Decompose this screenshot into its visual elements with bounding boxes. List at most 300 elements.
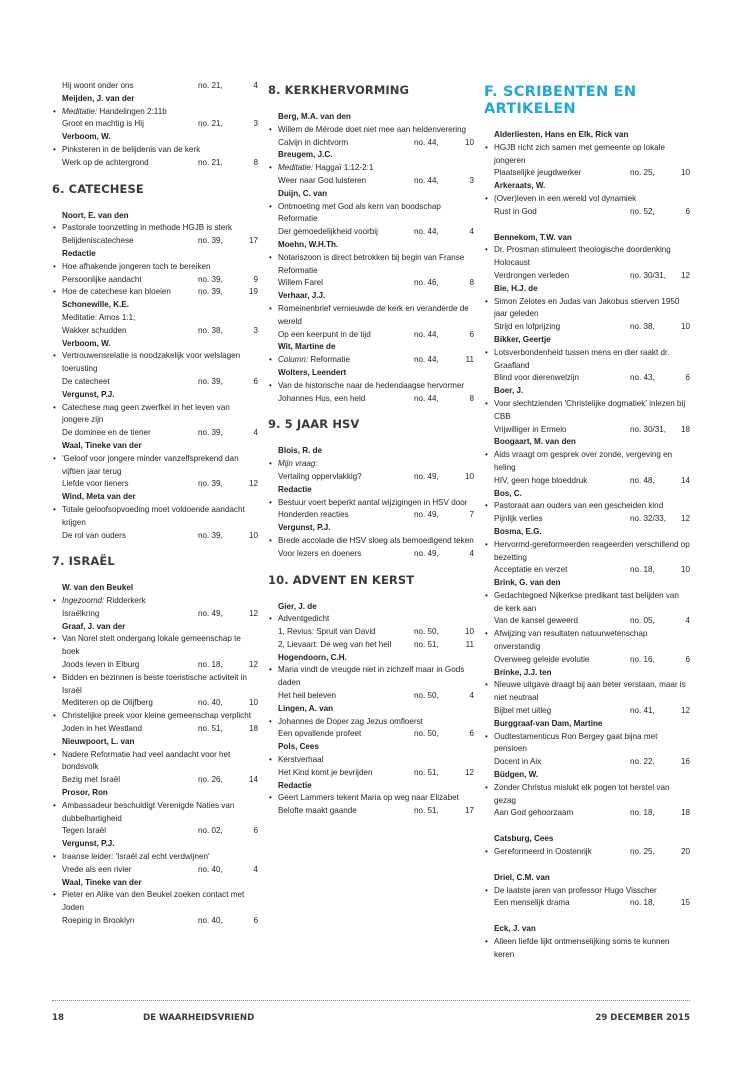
summary-text: Gereformeerd in Oostenrijk — [494, 847, 592, 857]
rubric-label: Column: — [278, 355, 309, 365]
summary-text: Aids vraagt om gesprek over zonde, vergeving en heling — [494, 450, 673, 472]
issue-number: no. 39, — [198, 479, 223, 489]
index-entry — [268, 111, 474, 149]
article-row — [484, 270, 690, 283]
index-column-1 — [52, 80, 258, 928]
issue-number: no. 50, — [414, 729, 439, 739]
article-summary — [52, 453, 258, 479]
summary-text: Gedachtegoed Nijkerkse predikant tast belijden van de kerk aan — [494, 590, 679, 613]
author-name: Vergunst, P.J. — [278, 523, 331, 533]
article-title: Het Kind komt je bevrijden — [278, 767, 373, 777]
issue-number: no. 18, — [630, 808, 655, 818]
issue-number: no. 50, — [414, 691, 439, 701]
article-row — [268, 690, 474, 703]
article-summary — [52, 889, 258, 915]
index-entry — [484, 923, 690, 961]
article-summary — [484, 628, 690, 654]
page-number: 11 — [465, 639, 474, 649]
issue-number: no. 51, — [414, 639, 439, 649]
author-name: Wit, Martine de — [278, 342, 336, 352]
article-summary — [484, 193, 690, 206]
article-title: Persoonlijke aandacht — [62, 274, 142, 284]
article-row — [52, 530, 258, 543]
article-row — [52, 325, 258, 338]
article-title: Mediteren op de Olijfberg — [62, 698, 153, 708]
author-name: Bikker, Geertje — [494, 334, 551, 344]
article-title: Het heil beleven — [278, 691, 337, 701]
article-summary — [484, 347, 690, 373]
index-entry — [52, 787, 258, 838]
page-number: 10 — [464, 627, 474, 637]
article-row — [52, 697, 258, 710]
page-number: 10 — [464, 137, 474, 147]
page-number: 8 — [253, 157, 258, 167]
article-row — [484, 756, 690, 769]
article-summary — [52, 710, 258, 723]
author-name: Arkeraats, W. — [494, 181, 546, 191]
index-entry — [484, 833, 690, 859]
article-title: Wakker schudden — [62, 325, 127, 335]
issue-number: no. 30/31, — [630, 424, 667, 434]
page-number: 12 — [680, 706, 690, 716]
issue-number: no. 44, — [414, 355, 439, 365]
article-summary — [494, 846, 630, 859]
page-number: 12 — [248, 479, 258, 489]
index-entry — [52, 210, 258, 248]
index-entry — [268, 341, 474, 367]
page-number: 3 — [253, 119, 258, 129]
footer-page-number: 18 — [52, 1013, 64, 1023]
summary-text: Bidden en bezinnen is beste toeristische activiteit in Israël — [62, 672, 247, 695]
page-number: 10 — [464, 471, 474, 481]
author-name: Lingen, A. van — [278, 703, 334, 713]
issue-number: no. 18, — [198, 660, 223, 670]
article-title: Blind voor dierenwelzijn — [494, 373, 580, 383]
article-title: Plaatselijke jeugdwerker — [494, 168, 582, 178]
author-name: Schonewille, K.E. — [62, 300, 130, 310]
issue-number: no. 18, — [630, 898, 655, 908]
article-title: 1, Revius: Spruit van David — [278, 627, 376, 637]
page-number: 20 — [680, 847, 690, 857]
article-summary — [52, 350, 258, 376]
page-number: 14 — [248, 775, 258, 785]
page-number: 9 — [253, 274, 258, 284]
author-name: Bosma, E.G. — [494, 526, 542, 536]
index-entry — [484, 334, 690, 385]
article-row — [484, 475, 690, 488]
issue-number: no. 52, — [630, 206, 655, 216]
summary-text: Simon Zelotes en Judas van Jakobus stierven 1950 jaar geleden — [494, 296, 680, 319]
index-column-3 — [484, 80, 690, 962]
summary-text: Catechese mag geen zwerfkei in het leven van jongere zijn — [62, 402, 230, 425]
article-title: Van de kansel geweerd — [494, 616, 578, 626]
article-summary — [484, 500, 690, 513]
article-summary — [52, 851, 258, 864]
article-row — [52, 915, 258, 928]
page-number: 4 — [685, 616, 690, 626]
article-title: Belijdeniscatechese — [62, 236, 134, 246]
author-name: Blois, R. de — [278, 446, 323, 456]
article-summary — [52, 144, 258, 157]
article-title: Werk op de achtergrond — [62, 157, 149, 167]
article-row — [52, 235, 258, 248]
article-title: Tegen Israël — [62, 826, 107, 836]
article-title: Overweeg geleide evolutie — [494, 654, 590, 664]
issue-number: no. 50, — [414, 627, 439, 637]
page-number: 6 — [253, 376, 258, 386]
issue-number: no. 21, — [198, 119, 223, 129]
issue-number: no. 21, — [198, 81, 223, 90]
issue-number: no. 43, — [630, 373, 655, 383]
index-entry — [268, 290, 474, 341]
article-row — [268, 354, 474, 367]
section-heading: 7. ISRAËL — [52, 554, 115, 569]
author-name: Redactie — [278, 484, 312, 494]
page-number: 10 — [248, 530, 258, 540]
author-name: Gier, J. de — [278, 601, 317, 611]
author-name: Wolters, Leendert — [278, 367, 347, 377]
index-entry — [484, 628, 690, 666]
article-summary — [268, 664, 474, 690]
article-title: De dominee en de tiener — [62, 428, 151, 438]
author-name: Redactie — [278, 780, 312, 790]
article-row — [268, 805, 474, 818]
article-title: Vrijwilliger in Ermelo — [494, 424, 567, 434]
article-summary — [52, 749, 258, 775]
article-summary — [484, 679, 690, 705]
summary-text: Hoe afhakende jongeren toch te bereiken — [62, 261, 211, 271]
issue-number: no. 46, — [414, 278, 439, 288]
index-entry — [52, 80, 258, 93]
author-name: Meijden, J. van der — [62, 93, 135, 103]
article-row — [268, 509, 474, 522]
issue-number: no. 49, — [414, 510, 439, 520]
index-entry — [52, 338, 258, 389]
issue-number: no. 41, — [630, 706, 655, 716]
article-row — [484, 705, 690, 718]
author-name: Bie, H.J. de — [494, 283, 538, 293]
index-entry — [268, 188, 474, 239]
index-entry — [268, 741, 474, 779]
article-summary — [52, 633, 258, 659]
page-number: 6 — [685, 206, 690, 216]
article-title: Johannes Hus, een held — [278, 393, 366, 403]
summary-text: Dr. Prosman stimuleert theologische doordenking Holocaust — [494, 245, 671, 268]
page-number: 3 — [469, 175, 474, 185]
author-name: Boer, J. — [494, 386, 524, 396]
issue-number: no. 02, — [198, 826, 223, 836]
page-number: 6 — [685, 654, 690, 664]
footer-divider — [52, 1000, 690, 1001]
summary-text: Hoe de catechese kan bloeien — [62, 287, 171, 297]
issue-number: no. 39, — [198, 530, 223, 540]
issue-number: no. 05, — [630, 616, 655, 626]
page-number: 4 — [469, 548, 474, 558]
page-number: 18 — [680, 424, 690, 434]
issue-number: no. 40, — [198, 864, 223, 874]
issue-number: no. 44, — [414, 137, 439, 147]
article-summary — [484, 398, 690, 424]
page-number: 18 — [248, 724, 258, 734]
summary-text: Voor slechtzienden 'Christelijke dogmatiek' inlezen bij CBB — [494, 398, 686, 421]
article-title: Liefde voor tieners — [62, 479, 129, 489]
article-summary — [268, 458, 474, 471]
article-summary — [52, 106, 258, 119]
article-summary — [52, 222, 258, 235]
author-name: Berg, M.A. van den — [278, 112, 351, 121]
article-row — [268, 626, 474, 639]
page-number: 12 — [680, 270, 690, 280]
summary-text: Zonder Christus mislukt elk pogen tot herstel van gezag — [494, 782, 670, 805]
page-number: 4 — [253, 428, 258, 438]
article-row — [484, 167, 690, 180]
index-entry — [268, 149, 474, 187]
summary-text: Geert Lammers tekent Maria op weg naar Elizabet — [278, 793, 459, 803]
summary-text: (Over)leven in een wereld vol dynamiek — [494, 193, 637, 203]
article-title: Groot en machtig is Hij — [62, 119, 144, 129]
article-row — [268, 639, 474, 652]
article-summary — [268, 792, 474, 805]
article-row — [484, 897, 690, 910]
issue-number: no. 18, — [630, 565, 655, 575]
index-entry — [52, 582, 258, 620]
index-entry — [268, 601, 474, 652]
footer-date: 29 DECEMBER 2015 — [595, 1013, 690, 1023]
author-name: Waal, Tineke van der — [62, 877, 142, 887]
summary-text: Pastorale toonzetting in methode HGJB is sterk — [62, 223, 233, 233]
section-heading: 10. ADVENT EN KERST — [268, 572, 415, 587]
summary-text: Alleen liefde lijkt ontmenselijking soms te kunnen keren — [494, 937, 670, 959]
issue-number: no. 40, — [198, 698, 223, 708]
page-number: 6 — [685, 373, 690, 383]
summary-text: Lotsverbondenheid tussen mens en dier raakt dr. Graafland — [494, 347, 670, 370]
issue-number: no. 16, — [630, 654, 655, 664]
article-summary — [268, 754, 474, 767]
article-row — [52, 608, 258, 621]
summary-text: Van Norel stelt ondergang lokale gemeenschap te boek — [62, 634, 241, 657]
issue-number: no. 38, — [630, 322, 655, 332]
index-entry — [484, 577, 690, 628]
author-name: Noort, E. van den — [62, 210, 129, 220]
article-summary — [484, 449, 690, 475]
author-name: Driel, C.M. van — [494, 872, 550, 882]
index-entry — [484, 180, 690, 218]
index-entry — [484, 769, 690, 820]
issue-number: no. 39, — [198, 428, 223, 438]
issue-number: no. 39, — [198, 274, 223, 284]
index-entry — [52, 440, 258, 491]
page-number: 4 — [469, 227, 474, 237]
index-entry — [484, 436, 690, 487]
author-name: Redactie — [62, 248, 96, 258]
issue-number: no. 49, — [414, 548, 439, 558]
article-title: Honderden reacties — [278, 510, 349, 520]
article-title: Vrede als een rivier — [62, 864, 132, 874]
summary-text: Reformatie — [310, 355, 350, 365]
summary-text: Nadere Reformatie had veel aandacht voor het bondsvolk — [62, 749, 231, 772]
summary-text: Handelingen 2:11b — [99, 106, 167, 116]
article-title: Een opvallende profeet — [278, 729, 362, 739]
page-number: 8 — [469, 393, 474, 403]
article-row — [268, 137, 474, 150]
page-number: 11 — [465, 355, 474, 365]
article-row — [484, 846, 690, 859]
summary-text: Notariszoon is direct betrokken bij begin van Franse Reformatie — [278, 252, 465, 275]
article-title: Pijnlijk verlies — [494, 514, 543, 524]
section-heading: 9. 5 JAAR HSV — [268, 417, 360, 432]
article-title: Rust in God — [494, 206, 537, 216]
article-title: Der gemoedelijkheid voorbij — [278, 227, 378, 237]
author-name: Nieuwpoort, L. van — [62, 736, 135, 746]
issue-number: no. 48, — [630, 475, 655, 485]
summary-text: Totale geloofsopvoeding moet voldoende aandacht krijgen — [62, 504, 245, 527]
summary-text: HGJB richt zich samen met gemeente op lokale jongeren — [494, 142, 665, 165]
article-summary — [268, 162, 474, 175]
author-name: Moehn, W.H.Th. — [278, 239, 339, 249]
index-entry — [268, 652, 474, 703]
article-title: Aan God gehoorzaam — [494, 808, 574, 818]
article-summary — [484, 296, 690, 322]
index-entry — [52, 710, 258, 736]
index-entry — [484, 488, 690, 526]
issue-number: no. 39, — [198, 376, 223, 386]
page-number: 10 — [680, 168, 690, 178]
article-summary — [268, 613, 474, 626]
article-title: Vertaling oppervlakkig? — [278, 471, 362, 481]
article-title: Israëlkring — [62, 608, 100, 618]
author-name: W. van den Beukel — [62, 583, 134, 593]
author-name: Burggraaf-van Dam, Martine — [494, 718, 603, 728]
page-number: 6 — [253, 916, 258, 926]
rubric-label: Ingezoomd: — [62, 596, 105, 606]
article-summary — [62, 286, 198, 299]
summary-text: Afwijzing van resultaten natuurwetenschap onverstandig — [494, 629, 648, 652]
author-name: Wind, Meta van der — [62, 492, 136, 502]
article-summary — [484, 936, 690, 962]
author-name: Alderliesten, Hans en Elk, Rick van — [494, 130, 629, 139]
article-title: Verdrongen verleden — [494, 270, 570, 280]
article-title: Strijd en lofprijzing — [494, 322, 561, 332]
author-name: Graaf, J. van der — [62, 621, 126, 631]
section-heading: 8. KERKHERVORMING — [268, 83, 410, 97]
index-entry — [52, 93, 258, 131]
summary-text: Brede accolade die HSV sloeg als bemoedigend teken — [278, 535, 474, 545]
summary-text: Christelijke preek voor kleine gemeenschap verplicht — [62, 711, 251, 721]
index-entry — [484, 526, 690, 577]
issue-number: no. 44, — [414, 227, 439, 237]
index-entry — [268, 703, 474, 741]
issue-number: no. 40, — [198, 916, 223, 926]
article-title: Roeping in Brooklyn — [62, 916, 135, 926]
page-number: 16 — [680, 757, 690, 767]
article-row — [268, 393, 474, 406]
footer-magazine-name: DE WAARHEIDSVRIEND — [143, 1013, 255, 1023]
article-summary — [484, 885, 690, 898]
page-number: 12 — [464, 767, 474, 777]
article-summary — [484, 590, 690, 616]
author-name: Breugem, J.C. — [278, 150, 333, 160]
article-summary — [484, 244, 690, 270]
article-row — [484, 321, 690, 334]
index-entry — [52, 248, 258, 286]
author-name: Verhaar, J.J. — [278, 291, 326, 301]
summary-text: Nieuwe uitgave draagt bij aan beter verstaan, maar is niet neutraal — [494, 680, 686, 703]
article-summary — [268, 716, 474, 729]
author-name: Bennekom, T.W. van — [494, 232, 572, 242]
page-number: 4 — [253, 81, 258, 90]
page-number: 10 — [680, 322, 690, 332]
index-entry — [52, 736, 258, 787]
author-name: Vergunst, P.J. — [62, 389, 115, 399]
index-entry — [268, 445, 474, 483]
issue-number: no. 39, — [198, 287, 223, 297]
article-title: Acceptatie en verzet — [494, 565, 568, 575]
article-summary — [484, 782, 690, 808]
article-row — [52, 274, 258, 287]
index-entry — [52, 389, 258, 440]
article-title: Op een keerpunt in de tijd — [278, 329, 371, 339]
rubric-label: Meditatie: — [278, 163, 314, 173]
page-number: 12 — [248, 608, 258, 618]
article-row — [268, 471, 474, 484]
summary-text: Romeinenbrief vernieuwde de kerk en veranderde de wereld — [278, 303, 469, 326]
summary-text: Hervormd-gereformeerden reageerden verschillend op bezetting — [494, 539, 690, 562]
issue-number: no. 49, — [198, 608, 223, 618]
article-row — [52, 118, 258, 131]
article-summary — [268, 124, 474, 137]
index-entry — [268, 367, 474, 405]
article-row — [52, 478, 258, 491]
article-title: Joden in het Westland — [62, 724, 142, 734]
article-row — [268, 226, 474, 239]
article-row — [52, 286, 258, 299]
summary-text: Kerstverhaal — [278, 755, 324, 765]
index-entry — [52, 838, 258, 876]
index-entry — [484, 718, 690, 769]
article-summary — [268, 252, 474, 278]
summary-text: Pastoraat aan ouders van een gescheiden kind — [494, 501, 664, 511]
summary-text: Johannes de Doper zag Jezus omfloerst — [278, 716, 423, 726]
page-number: 8 — [469, 278, 474, 288]
article-summary — [278, 354, 414, 367]
article-title: Voor lezers en doeners — [278, 548, 362, 558]
page-number: 3 — [253, 325, 258, 335]
index-entry — [484, 385, 690, 436]
article-summary — [52, 800, 258, 826]
article-title: Docent in Aix — [494, 757, 542, 767]
article-row — [484, 807, 690, 820]
page-number: 17 — [248, 236, 258, 246]
article-title: Calvijn in dichtvorm — [278, 137, 349, 147]
article-summary — [52, 595, 258, 608]
author-name: Pols, Cees — [278, 742, 319, 752]
index-entry — [484, 283, 690, 334]
author-name: Waal, Tineke van der — [62, 440, 142, 450]
summary-text: Bestuur voert beperkt aantal wijzigingen in HSV door — [278, 497, 468, 507]
summary-text: Maria vindt de vreugde niet in zichzelf maar in Gods daden — [278, 665, 465, 688]
author-name: Vergunst, P.J. — [62, 839, 115, 849]
article-summary — [52, 504, 258, 530]
article-summary — [484, 539, 690, 565]
article-title: Een menselijk drama — [494, 898, 570, 908]
article-title: Willem Farel — [278, 278, 323, 288]
article-summary — [484, 142, 690, 168]
article-row — [484, 424, 690, 437]
page-number: 6 — [469, 729, 474, 739]
author-name: Catsburg, Cees — [494, 834, 554, 844]
index-column-2 — [268, 80, 474, 818]
index-entry — [52, 877, 258, 928]
